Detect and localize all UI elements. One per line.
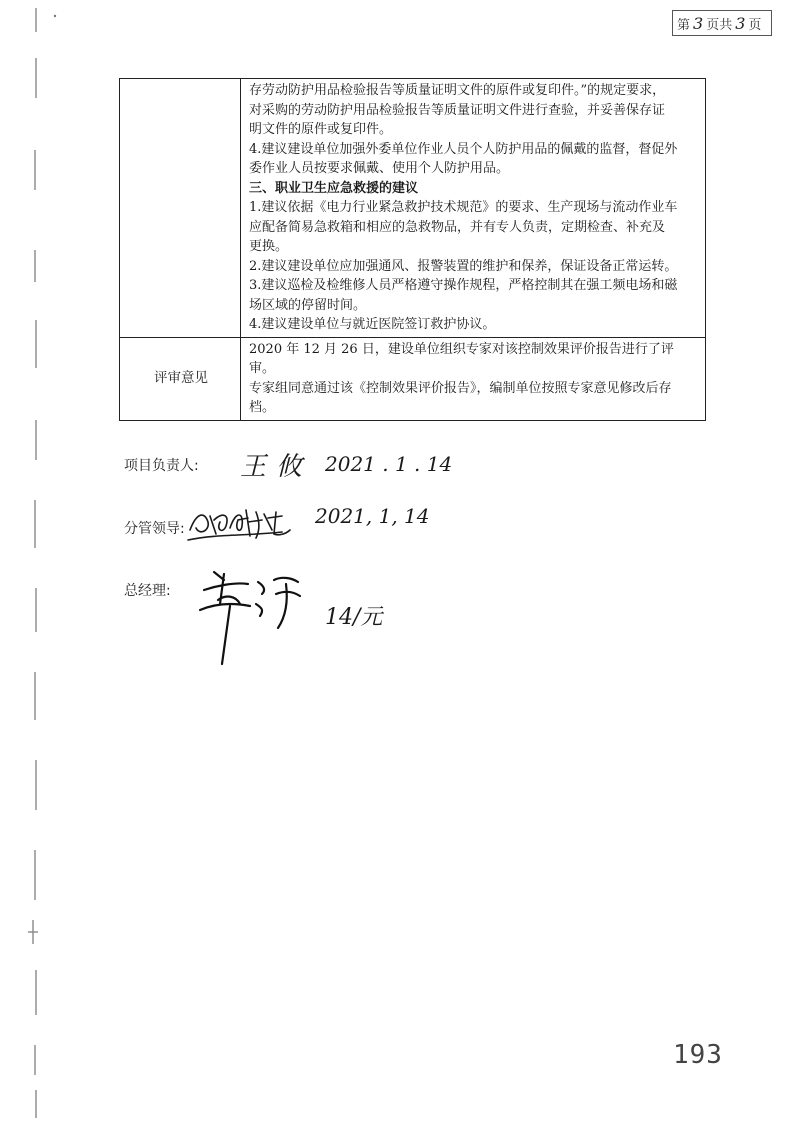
review-opinion-label: 评审意见 [120, 337, 241, 420]
section-line: 1.建议依据《电力行业紧急救护技术规范》的要求、生产现场与流动作业车 [249, 200, 678, 215]
general-manager-date: 14/元 [325, 605, 383, 630]
section-line: 场区域的停留时间。 [249, 297, 367, 313]
content-line: 存劳动防护用品检验报告等质量证明文件的原件或复印件。”的规定要求， [249, 83, 666, 98]
section-heading: 三、职业卫生应急救援的建议 [249, 180, 419, 196]
review-opinion-row [120, 337, 706, 420]
section-line: 3.建议巡检及检维修人员严格遵守操作规程，严格控制其在强工频电场和磁 [249, 278, 678, 293]
page-stamp-suffix: 页 [748, 17, 762, 33]
section-line: 更换。 [249, 239, 289, 254]
recommendations-label-cell [120, 79, 241, 338]
division-leader-label: 分管领导: [124, 521, 185, 537]
review-line: 专家组同意通过该《控制效果评价报告》，编制单位按照专家意见修改后存 [249, 380, 672, 396]
recommendations-content-cell [241, 79, 706, 338]
general-manager-label: 总经理: [124, 583, 171, 599]
section-line: 2.建议建设单位应加强通风、报警装置的维护和保养，保证设备正常运转。 [249, 258, 678, 274]
content-line: 4.建议建设单位加强外委单位作业人员个人防护用品的佩戴的监督，督促外 [249, 141, 678, 157]
review-table [119, 78, 706, 421]
content-line: 明文件的原件或复印件。 [249, 122, 393, 137]
content-line: 委作业人员按要求佩戴、使用个人防护用品。 [249, 161, 510, 176]
page-number: 193 [673, 1040, 723, 1070]
general-manager-signature [196, 560, 316, 670]
page-stamp-prefix: 第 [677, 17, 691, 33]
section-line: 应配备简易急救箱和相应的急救物品，并有专人负责，定期检查、补充及 [249, 219, 666, 235]
section-line: 4.建议建设单位与就近医院签订救护协议。 [249, 317, 496, 332]
content-line: 对采购的劳动防护用品检验报告等质量证明文件进行查验，并妥善保存证 [249, 102, 666, 118]
review-opinion-content [241, 337, 706, 420]
division-leader-date: 2021, 1, 14 [315, 504, 430, 528]
project-lead-label: 项目负责人: [124, 458, 199, 474]
page-stamp-current: 3 [693, 13, 704, 33]
review-line: 档。 [249, 400, 276, 415]
project-lead-date: 2021 . 1 . 14 [325, 452, 453, 476]
project-lead-signature: 王攸 [240, 452, 313, 482]
recommendations-row [120, 79, 706, 338]
binding-margin-marks [0, 0, 60, 1122]
review-line: 2020 年 12 月 26 日，建设单位组织专家对该控制效果评价报告进行了评审。 [249, 341, 674, 376]
page-count-stamp [672, 10, 772, 36]
page-stamp-total: 3 [735, 13, 746, 33]
page-stamp-middle: 页共 [706, 17, 733, 33]
division-leader-signature [186, 500, 296, 545]
